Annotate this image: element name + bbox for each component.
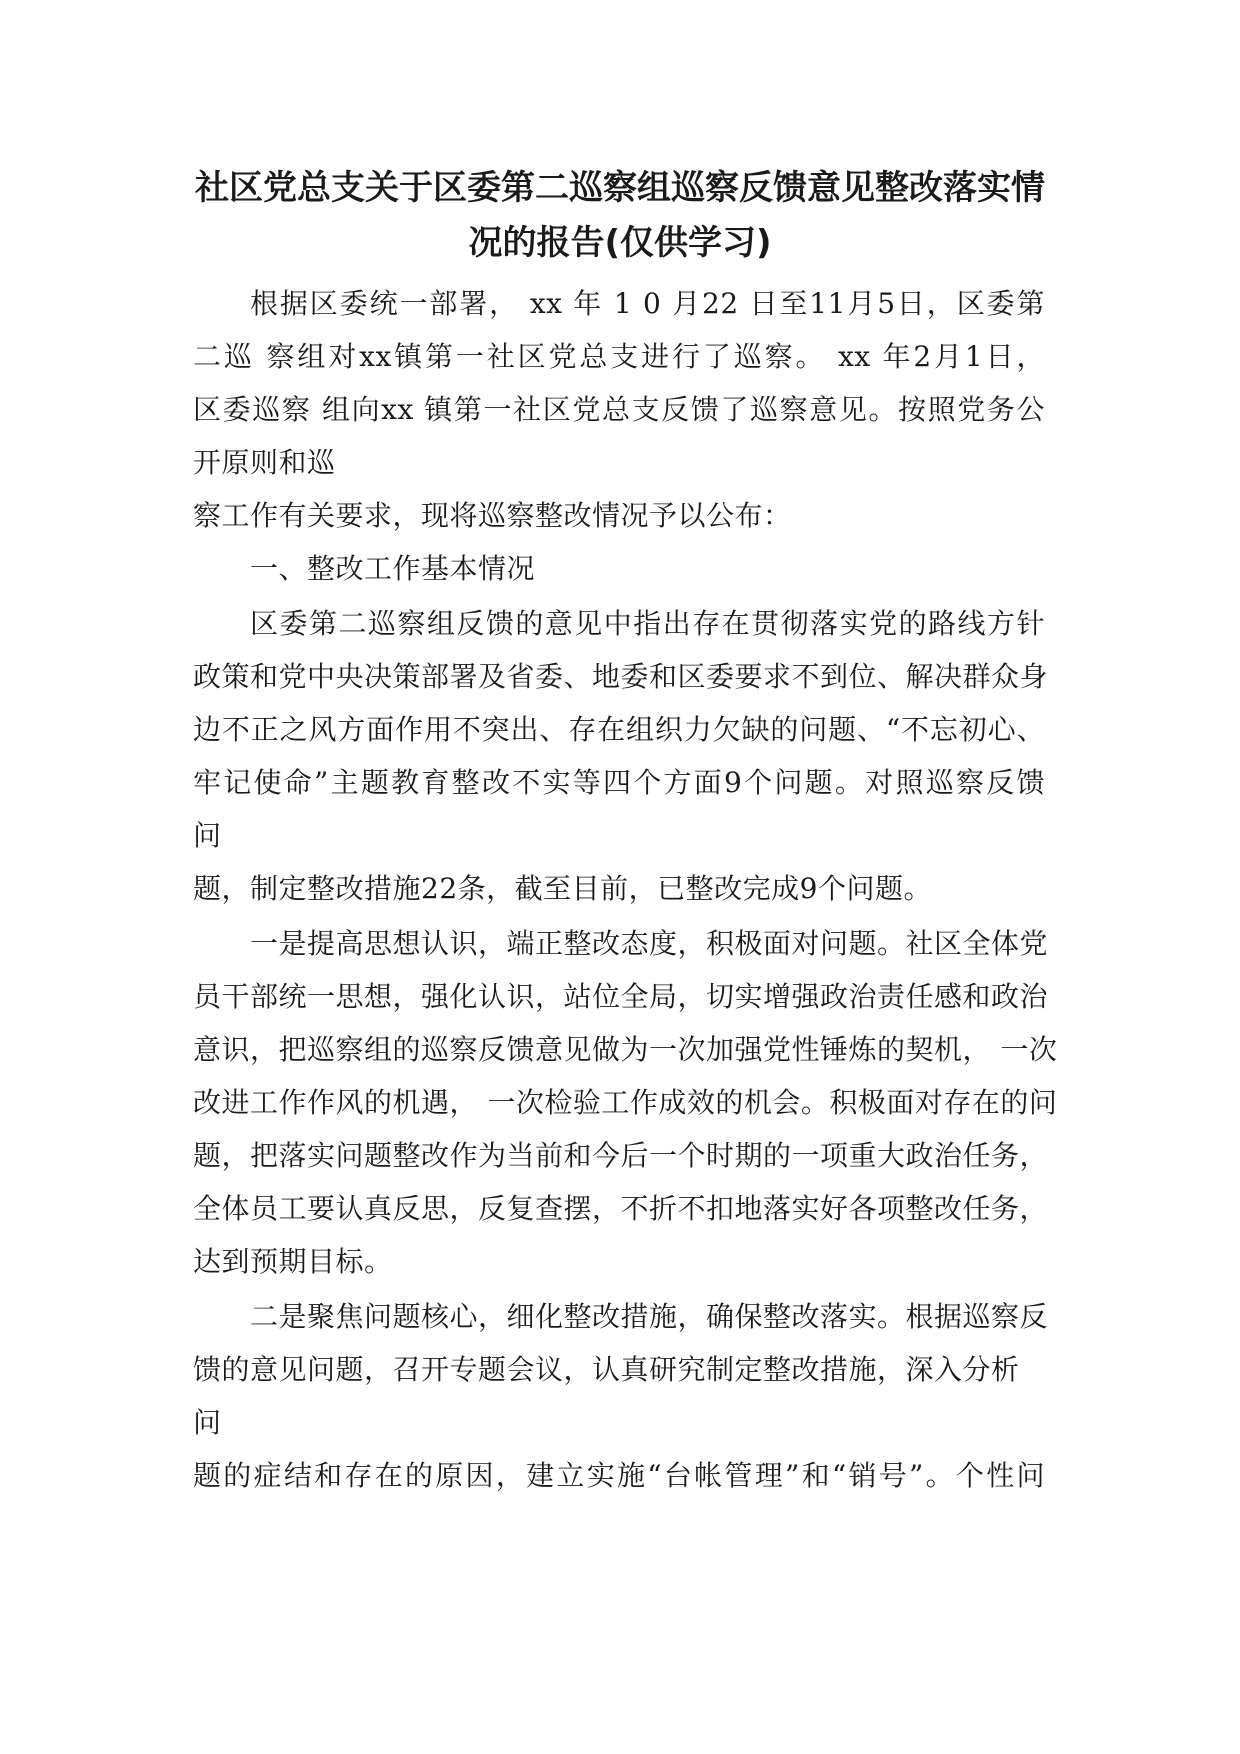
document-title-line-1: 社区党总支关于区委第二巡察组巡察反馈意见整改落实情 [195, 168, 1045, 208]
body-line: 根据区委统一部署， xx 年 1 0 月22 日至11月5日，区委第 [250, 287, 1045, 320]
body-line: 边不正之风方面作用不突出、存在组织力欠缺的问题、“不忘初心、 [193, 713, 1045, 746]
body-line: 意识，把巡察组的巡察反馈意见做为一次加强党性锤炼的契机， 一次 [193, 1033, 1058, 1066]
body-line: 察工作有关要求，现将巡察整改情况予以公布： [193, 499, 792, 532]
body-line: 区委巡察 组向xx 镇第一社区党总支反馈了巡察意见。按照党务公 [193, 393, 1045, 426]
body-line: 达到预期目标。 [193, 1245, 393, 1278]
body-line: 题，把落实问题整改作为当前和今后一个时期的一项重大政治任务， [193, 1139, 1049, 1172]
body-line: 一是提高思想认识，端正整改态度，积极面对问题。社区全体党 [250, 927, 1049, 960]
body-line: 题，制定整改措施22条，截至目前，已整改完成9个问题。 [193, 872, 932, 905]
body-line: 开原则和巡 [193, 446, 336, 479]
body-line: 馈的意见问题，召开专题会议，认真研究制定整改措施，深入分析 [193, 1353, 1020, 1386]
body-line: 问 [193, 1406, 222, 1439]
body-line: 区委第二巡察组反馈的意见中指出存在贯彻落实党的路线方针 [250, 607, 1045, 640]
body-line: 员干部统一思想，强化认识，站位全局，切实增强政治责任感和政治 [193, 980, 1049, 1013]
body-line: 问 [193, 819, 222, 852]
body-line: 牢记使命”主题教育整改不实等四个方面9个问题。对照巡察反馈 [193, 766, 1045, 799]
body-line: 全体员工要认真反思，反复查摆，不折不扣地落实好各项整改任务， [193, 1192, 1049, 1225]
body-line: 政策和党中央决策部署及省委、地委和区委要求不到位、解决群众身 [193, 660, 1049, 693]
body-line: 题的症结和存在的原因，建立实施“台帐管理”和“销号”。个性问 [193, 1459, 1045, 1492]
section-heading: 一、整改工作基本情况 [250, 552, 536, 585]
body-line: 二是聚焦问题核心，细化整改措施，确保整改落实。根据巡察反 [250, 1300, 1049, 1333]
body-line: 二巡 察组对xx镇第一社区党总支进行了巡察。 xx 年2月1日， [193, 340, 1045, 373]
document-title-line-2: 况的报告(仅供学习) [468, 223, 772, 263]
body-line: 改进工作作风的机遇， 一次检验工作成效的机会。积极面对存在的问 [193, 1086, 1058, 1119]
